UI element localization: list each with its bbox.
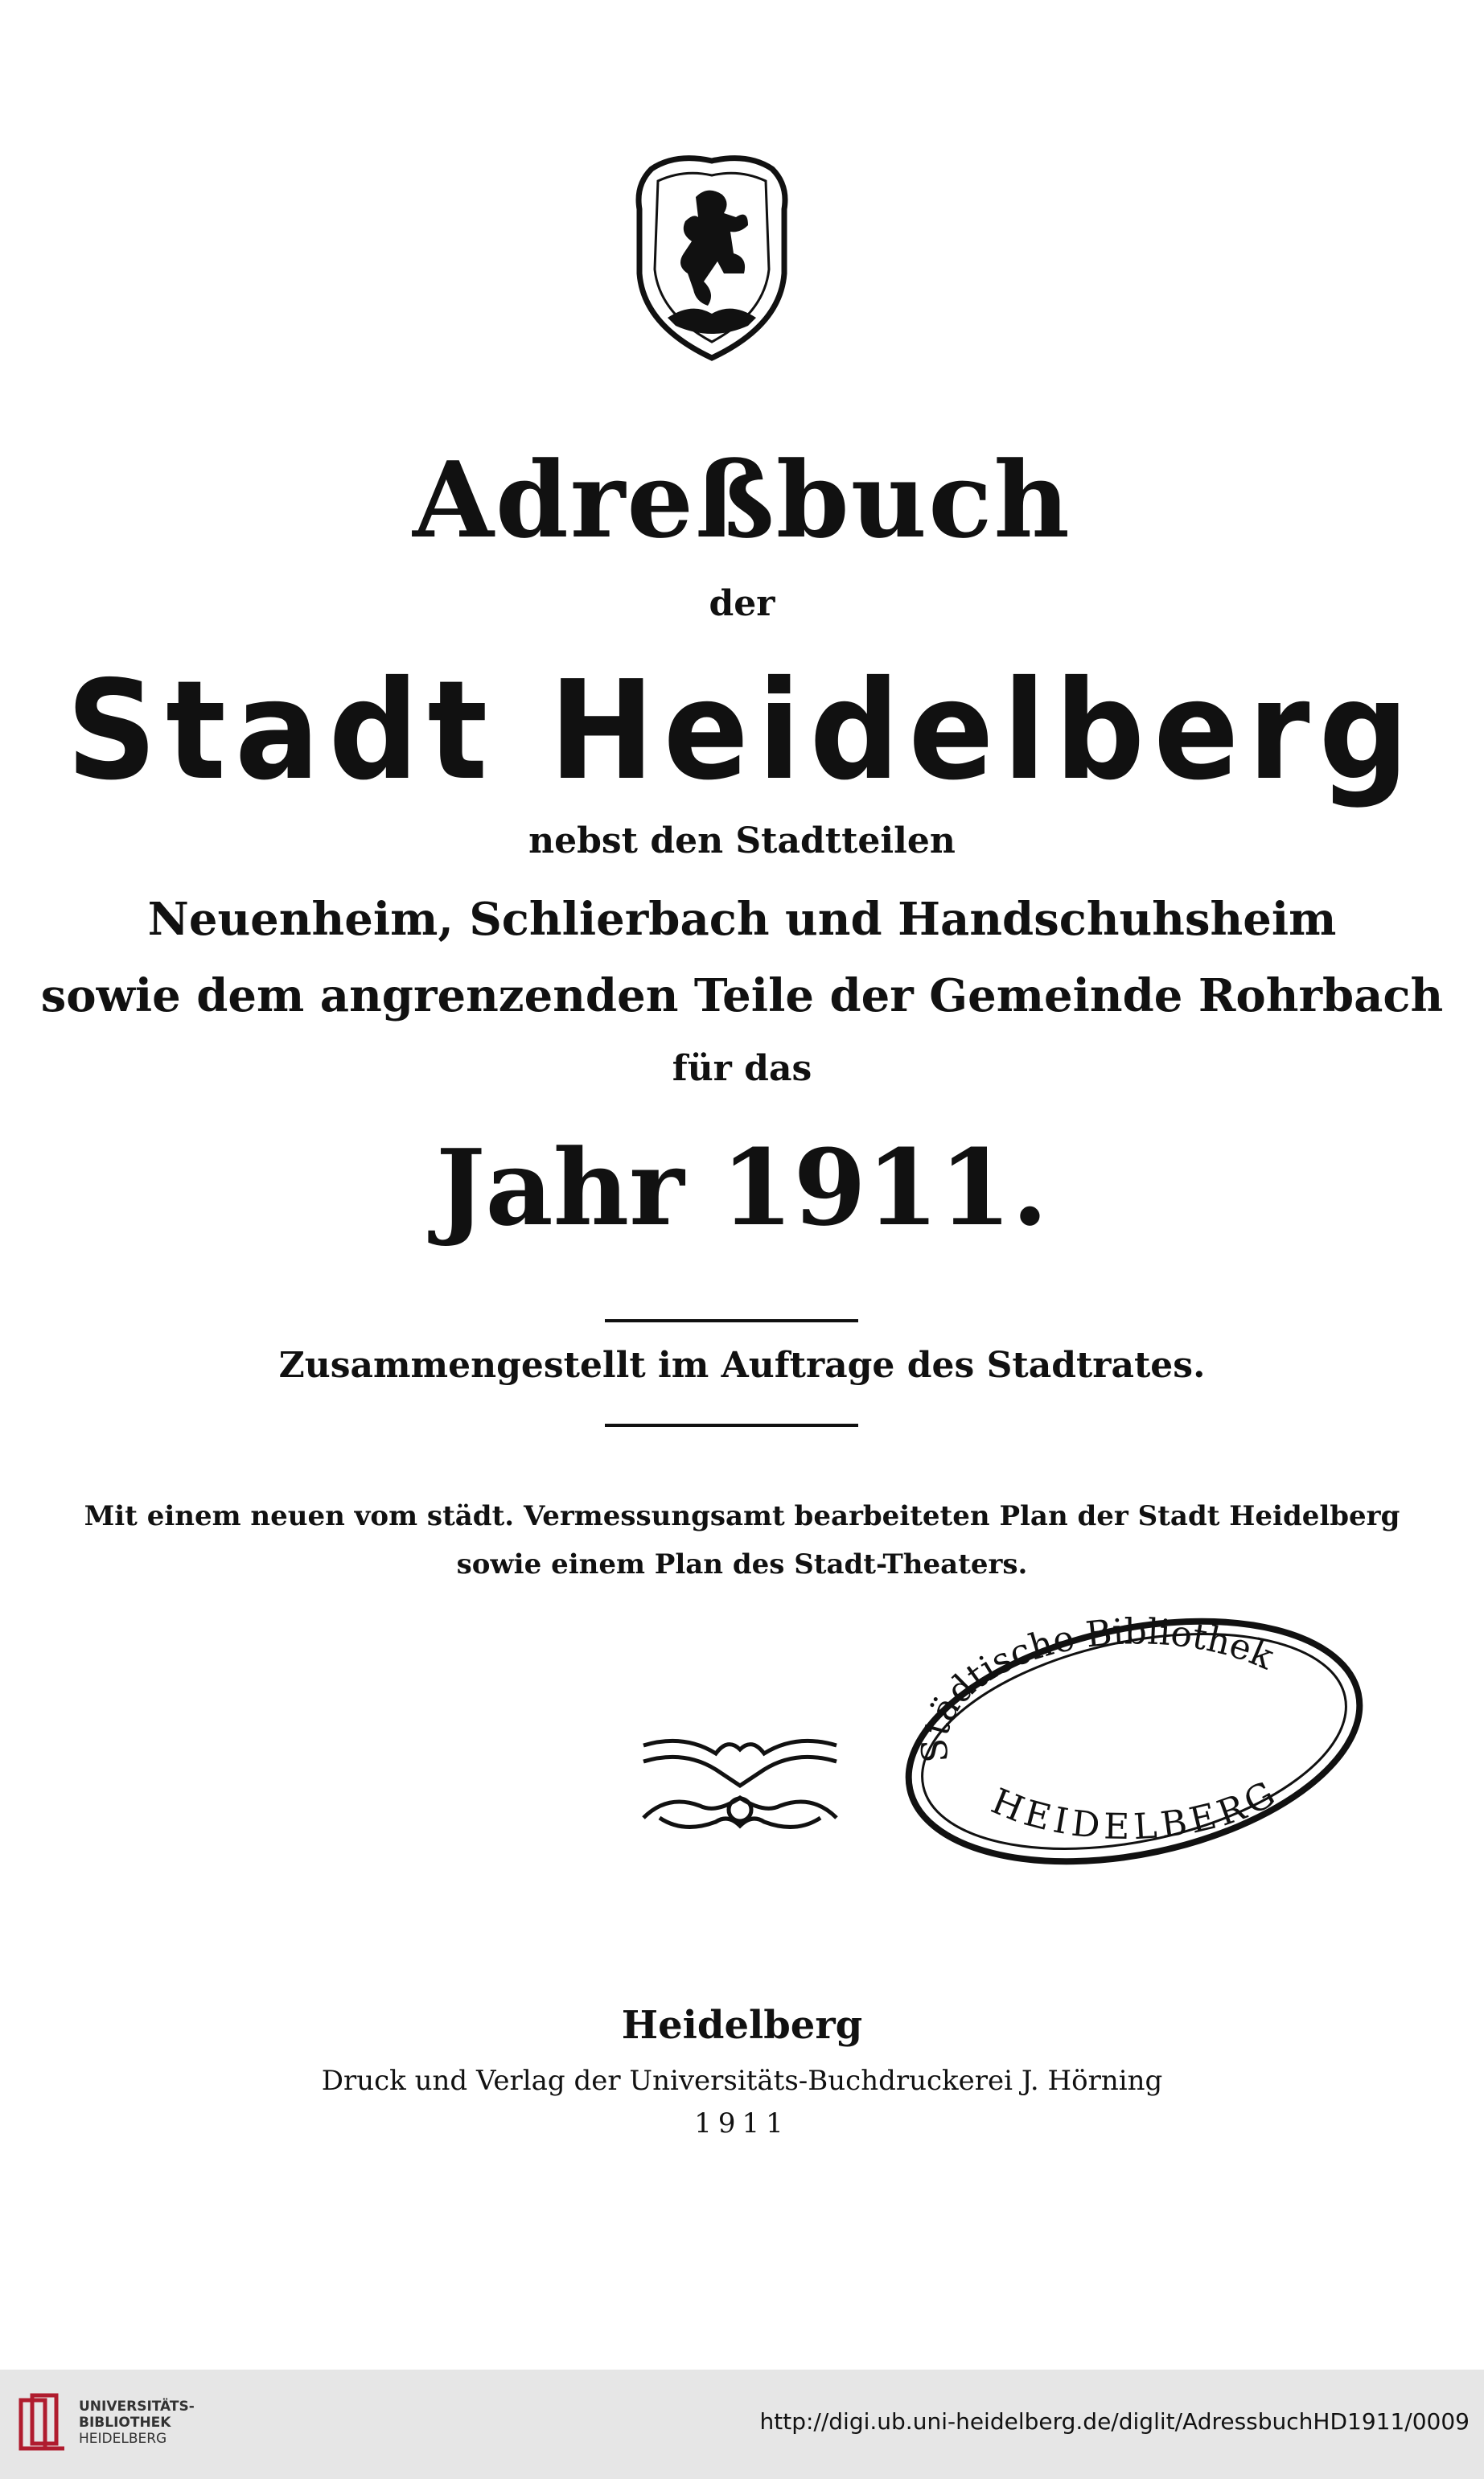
permalink-url[interactable]: http://digi.ub.uni-heidelberg.de/diglit/AdressbuchHD1911/0009 [759,2408,1470,2435]
year-title: Jahr 1911. [435,1126,1049,1249]
ornament-icon [635,1729,845,1842]
library-name: UNIVERSITÄTS- BIBLIOTHEK HEIDELBERG [79,2399,195,2447]
viewer-footer [0,2370,1484,2479]
districts-line: Neuenheim, Schlierbach und Handschuhsheim [147,893,1337,946]
subtitle-nebst: nebst den Stadtteilen [528,820,956,861]
stamp-bottom-text: HEIDELBERG [985,1771,1287,1848]
publication-year: 1911 [694,2107,790,2140]
main-title: Adreßbuch [413,438,1071,561]
publisher-city: Heidelberg [621,2003,863,2048]
compiled-note: Zusammengestellt im Auftrage des Stadtrates. [278,1345,1206,1386]
rohrbach-line: sowie dem angrenzenden Teile der Gemeinde Rohrbach [40,969,1444,1022]
university-library-logo-icon [16,2392,72,2456]
divider-top [605,1319,858,1322]
divider-bottom [605,1424,858,1427]
stamp-top-text: Städtische Bibliothek [914,1611,1280,1765]
printer-line: Druck und Verlag der Universitäts-Buchdruckerei J. Hörning [321,2065,1163,2097]
plan-note-line2: sowie einem Plan des Stadt-Theaters. [456,1548,1028,1581]
city-title: Stadt Heidelberg [66,652,1418,811]
plan-note-line1: Mit einem neuen vom städt. Vermessungsamt bearbeiteten Plan der Stadt Heidelberg [84,1500,1400,1532]
article-der: der [709,583,775,624]
heidelberg-coat-of-arms-icon [627,153,796,362]
fuer-das: für das [672,1048,812,1089]
library-stamp [893,1609,1375,1866]
